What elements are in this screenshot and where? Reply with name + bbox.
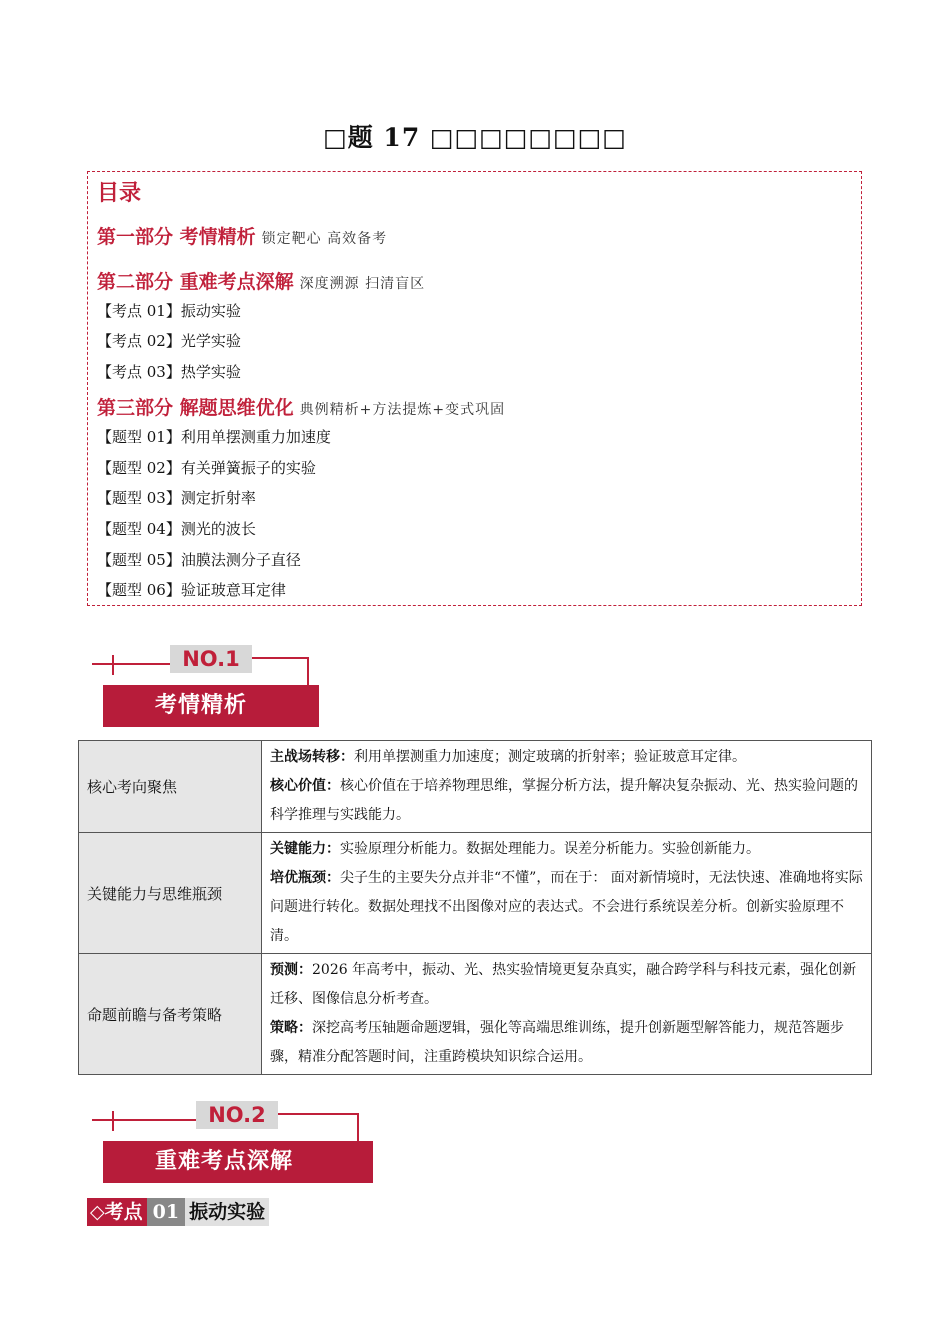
toc-part-3[interactable]	[97, 393, 505, 420]
toc-tixing-03[interactable]	[97, 487, 256, 508]
toc-part-sub: 锁定靶心 高效备考	[261, 231, 388, 247]
banner-number: NO.2	[196, 1101, 278, 1129]
toc-part-1[interactable]	[97, 222, 387, 249]
toc-item-text: 测光的波长	[180, 520, 256, 538]
banner-label: 考情精析	[103, 685, 319, 727]
toc-item-tag: 【题型 06】	[97, 581, 181, 599]
banner-number: NO.1	[170, 645, 252, 673]
entry-label: 主战场转移：	[270, 749, 354, 765]
section-banner-1	[92, 645, 332, 729]
entry-text: 尖子生的主要失分点并非“不懂”，而在于： 面对新情境时，无法快速、准确地将实际问题进行转化。数据处理找不出图像对应的表达式。不会进行系统误差分析。创新实验原理不清。	[270, 870, 863, 944]
row-key: 命题前瞻与备考策略	[79, 954, 262, 1075]
entry-text: 实验原理分析能力。数据处理能力。误差分析能力。实验创新能力。	[340, 841, 760, 857]
banner-rule	[307, 657, 309, 685]
row-value	[262, 954, 872, 1075]
toc-item-text: 测定折射率	[180, 489, 256, 507]
document-title: □题 17 □□□□□□□□	[323, 123, 627, 152]
entry-label: 策略：	[270, 1020, 312, 1036]
entry-text: 深挖高考压轴题命题逻辑，强化等高端思维训练，提升创新题型解答能力，规范答题步骤，精准分配答题时间，注重跨模块知识综合运用。	[270, 1020, 844, 1065]
toc-item-tag: 【考点 03】	[97, 363, 181, 381]
banner-rule	[92, 663, 170, 665]
entry-label: 关键能力：	[270, 841, 340, 857]
toc-part-name: 第一部分 考情精析	[97, 226, 256, 248]
section-banner-2	[92, 1101, 382, 1185]
toc-item-tag: 【考点 01】	[97, 302, 181, 320]
banner-rule	[112, 1111, 114, 1131]
entry-label: 培优瓶颈：	[270, 870, 340, 886]
table-row	[79, 833, 872, 954]
table-of-contents	[87, 171, 862, 606]
row-key: 关键能力与思维瓶颈	[79, 833, 262, 954]
toc-heading: 目录	[97, 181, 142, 206]
entry-text: 利用单摆测重力加速度；测定玻璃的折射率；验证玻意耳定律。	[354, 749, 746, 765]
row-value	[262, 833, 872, 954]
banner-rule	[112, 655, 114, 675]
toc-part-sub: 深度溯源 扫清盲区	[299, 276, 426, 292]
exam-focus-table	[78, 740, 872, 1075]
toc-part-sub: 典例精析+方法提炼+变式巩固	[299, 402, 506, 418]
toc-part-name: 第三部分 解题思维优化	[97, 397, 294, 419]
banner-rule	[357, 1113, 359, 1141]
kaodian-header	[87, 1198, 269, 1226]
table-row	[79, 741, 872, 833]
toc-item-text: 有关弹簧振子的实验	[180, 459, 316, 477]
toc-item-tag: 【题型 04】	[97, 520, 181, 538]
toc-item-text: 热学实验	[180, 363, 241, 381]
toc-part-name: 第二部分 重难考点深解	[97, 271, 294, 293]
table-row	[79, 954, 872, 1075]
toc-tixing-04[interactable]	[97, 518, 256, 539]
toc-kaodian-03[interactable]	[97, 361, 241, 382]
banner-rule	[252, 657, 308, 659]
entry-label: 预测：	[270, 962, 312, 978]
toc-item-text: 振动实验	[180, 302, 241, 320]
toc-tixing-05[interactable]	[97, 549, 301, 570]
toc-item-text: 光学实验	[180, 332, 241, 350]
toc-tixing-01[interactable]	[97, 426, 331, 447]
kaodian-title: 振动实验	[185, 1198, 269, 1226]
toc-tixing-06[interactable]	[97, 579, 286, 600]
toc-tixing-02[interactable]	[97, 457, 316, 478]
toc-item-tag: 【题型 02】	[97, 459, 181, 477]
toc-item-text: 利用单摆测重力加速度	[180, 428, 331, 446]
entry-text: 2026 年高考中，振动、光、热实验情境更复杂真实，融合跨学科与科技元素，强化创新迁移、图像信息分析考查。	[270, 962, 857, 1007]
row-key: 核心考向聚焦	[79, 741, 262, 833]
kaodian-number: 01	[147, 1198, 185, 1226]
kaodian-prefix: ◇考点	[87, 1198, 147, 1226]
toc-part-2[interactable]	[97, 267, 425, 294]
banner-label: 重难考点深解	[103, 1141, 373, 1183]
banner-rule	[278, 1113, 358, 1115]
toc-item-text: 验证玻意耳定律	[180, 581, 286, 599]
row-value	[262, 741, 872, 833]
toc-kaodian-01[interactable]	[97, 300, 241, 321]
toc-item-tag: 【题型 01】	[97, 428, 181, 446]
entry-label: 核心价值：	[270, 778, 340, 794]
toc-item-text: 油膜法测分子直径	[180, 551, 301, 569]
toc-kaodian-02[interactable]	[97, 330, 241, 351]
banner-rule	[92, 1119, 196, 1121]
toc-item-tag: 【考点 02】	[97, 332, 181, 350]
toc-item-tag: 【题型 03】	[97, 489, 181, 507]
toc-item-tag: 【题型 05】	[97, 551, 181, 569]
entry-text: 核心价值在于培养物理思维，掌握分析方法，提升解决复杂振动、光、热实验问题的科学推理与实践能力。	[270, 778, 858, 823]
